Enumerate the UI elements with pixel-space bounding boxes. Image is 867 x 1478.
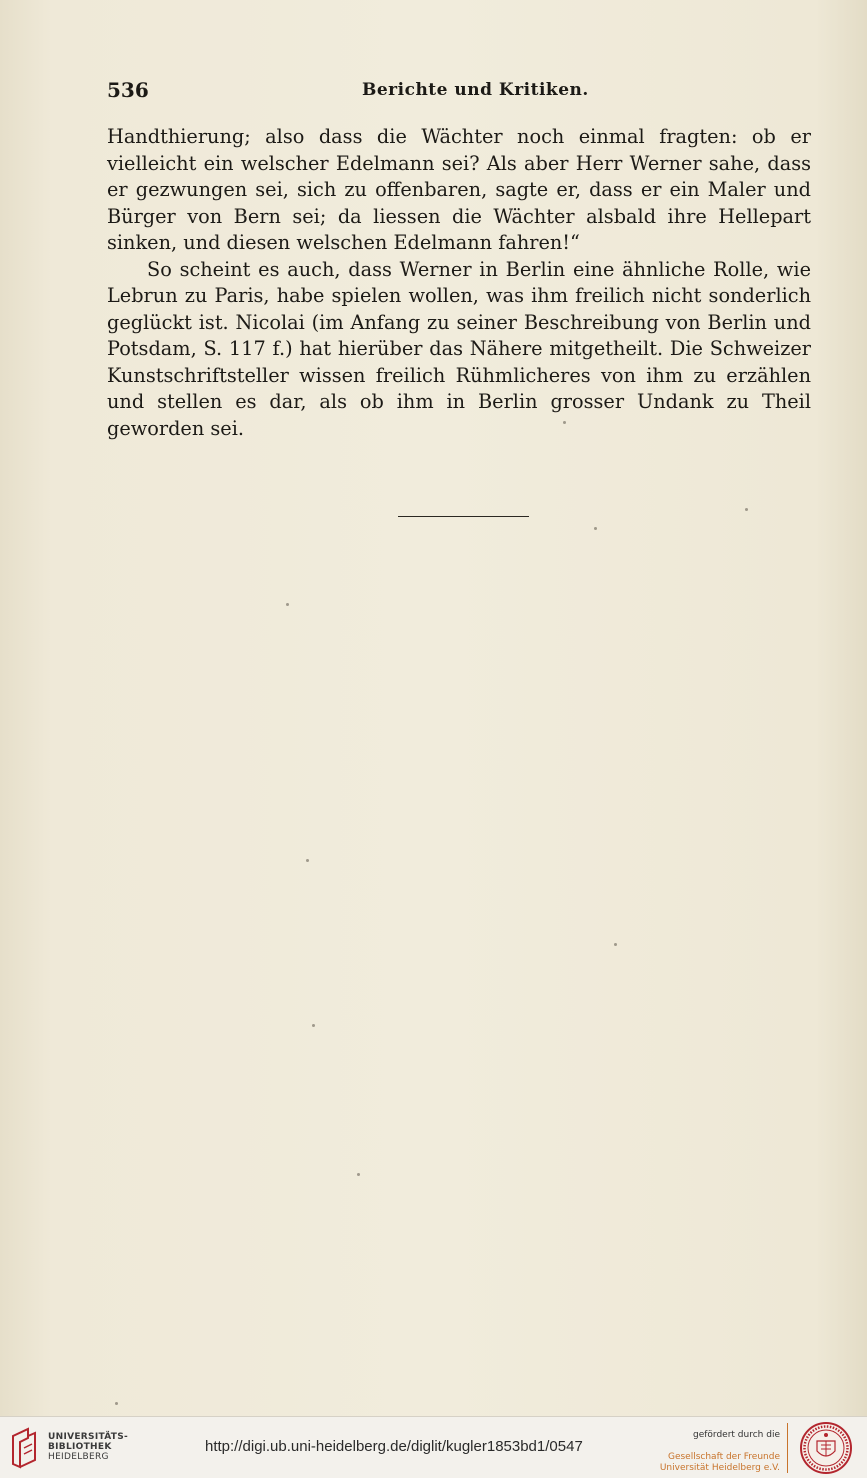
page-header [107,78,811,102]
scan-speck [563,421,566,424]
paragraph: So scheint es auch, dass Werner in Berlin eine ähnliche Rolle, wie Lebrun zu Paris, habe spielen wollen, was ihm freilich nicht sonderlich geglückt ist. Nicolai (im Anfang zu seiner Beschreibung von Berlin und Potsdam, S. 117 f.) hat hierüber das Nähere mitgetheilt. Die Schweizer Kunstschriftsteller wissen freilich Rühmlicheres von ihm zu erzählen und stellen es dar, als ob ihm in Berlin grosser Undank zu Theil geworden sei. [107,257,811,440]
scan-speck [614,943,617,946]
body-text [107,124,811,442]
footer-bar [0,1416,867,1478]
scan-speck [306,859,309,862]
ub-heidelberg-logo-icon [8,1426,42,1470]
scan-speck [115,1402,118,1405]
paragraph: Handthierung; also dass die Wächter noch einmal fragten: ob er vielleicht ein welscher Edelmann sei? Als aber Herr Werner sahe, dass er gezwungen sei, sich zu offenbaren, sagte er, dass er ein Maler und Bürger von Bern sei; da liessen die Wächter alsbald ihre Hellepart sinken, und diesen welschen Edelmann fahren!“ [107,125,811,254]
scan-speck [312,1024,315,1027]
page-number: 536 [107,78,149,102]
running-title: Berichte und Kritiken. [362,80,589,100]
source-url-link[interactable]: http://digi.ub.uni-heidelberg.de/diglit/kugler1853bd1/0547 [205,1438,583,1455]
scan-speck [745,508,748,511]
scan-speck [286,603,289,606]
library-name-line: BIBLIOTHEK [48,1442,112,1452]
scan-speck [594,527,597,530]
scan-speck [357,1173,360,1176]
sponsor-block [640,1422,780,1474]
sponsor-name: Universität Heidelberg e.V. [659,1463,780,1473]
library-name [48,1432,128,1462]
university-seal-icon [799,1421,853,1475]
footer-divider [787,1423,788,1473]
library-name-line: HEIDELBERG [48,1452,109,1462]
sponsor-label: gefördert durch die [693,1430,780,1440]
section-rule [398,516,529,517]
sponsor-name: Gesellschaft der Freunde [667,1452,780,1462]
library-name-line: UNIVERSITÄTS- [48,1432,129,1442]
